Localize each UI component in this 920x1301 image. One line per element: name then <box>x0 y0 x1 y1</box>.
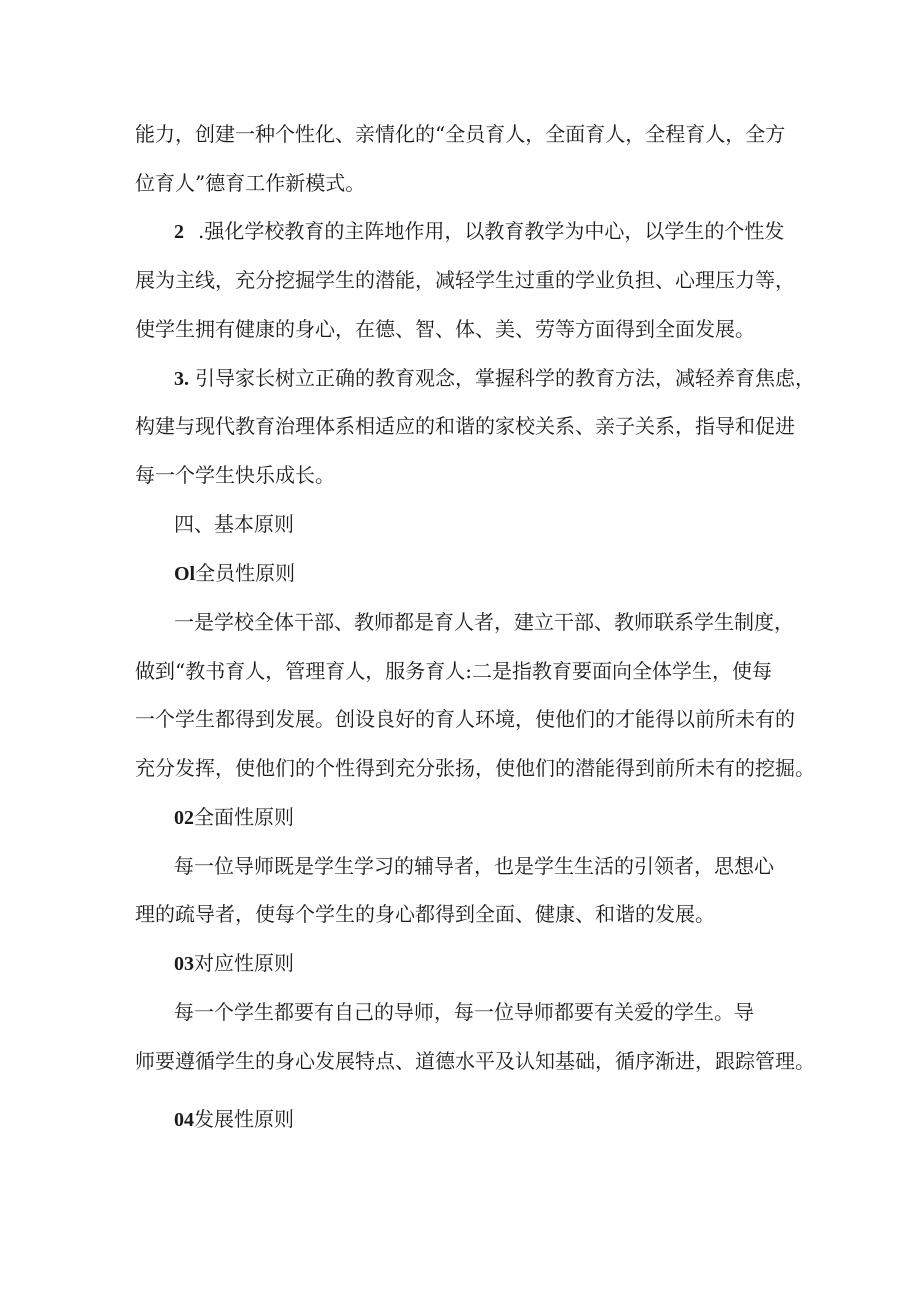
line-text: 每一个学生快乐成长。 <box>135 463 335 487</box>
line-text: 师要遵循学生的身心发展特点、道德水平及认知基础，循序渐进，跟踪管理。 <box>135 1049 815 1073</box>
paragraph-line <box>174 1000 754 1024</box>
line-text: 位育人”德育工作新模式。 <box>135 171 366 195</box>
line-text: 一个学生都得到发展。创设良好的育人环境，使他们的才能得以前所未有的 <box>135 707 795 731</box>
line-text: 每一个学生都要有自己的导师，每一位导师都要有关爱的学生。导 <box>174 1000 754 1024</box>
principle-heading-04 <box>174 1107 294 1132</box>
list-item-2 <box>174 219 784 244</box>
principle-heading-03 <box>174 951 294 976</box>
principle-heading-02 <box>174 805 294 830</box>
paragraph-line <box>135 902 715 926</box>
paragraph-line <box>174 610 794 634</box>
principle-heading-01 <box>174 561 295 586</box>
paragraph-line <box>135 122 785 146</box>
paragraph-line <box>174 854 774 878</box>
line-text: 使学生拥有健康的身心，在德、智、体、美、劳等方面得到全面发展。 <box>135 317 755 341</box>
list-number: 3. <box>174 368 189 390</box>
paragraph-line <box>135 707 795 731</box>
paragraph-line <box>135 659 772 683</box>
line-text: 每一位导师既是学生学习的辅导者，也是学生生活的引领者，思想心 <box>174 854 774 878</box>
line-text: 展为主线，充分挖掘学生的潜能，减轻学生过重的学业负担、心理压力等， <box>135 268 795 292</box>
paragraph-line <box>135 317 755 341</box>
principle-number: Ol <box>174 563 196 585</box>
line-text: 理的疏导者，使每个学生的身心都得到全面、健康、和谐的发展。 <box>135 902 715 926</box>
paragraph-line <box>135 1049 815 1073</box>
section-heading <box>174 512 294 536</box>
heading-text: 发展性原则 <box>194 1107 294 1131</box>
list-item-3 <box>174 366 815 391</box>
line-text: 充分发挥，使他们的个性得到充分张扬，使他们的潜能得到前所未有的挖掘。 <box>135 756 815 780</box>
line-text: 能力，创建一种个性化、亲情化的“全员育人，全面育人，全程育人，全方 <box>135 122 786 146</box>
line-text: 一是学校全体干部、教师都是育人者，建立干部、教师联系学生制度， <box>174 610 794 634</box>
line-text: .强化学校教育的主阵地作用，以教育教学为中心，以学生的个性发 <box>198 219 785 243</box>
heading-text: 对应性原则 <box>194 951 294 975</box>
paragraph-line <box>135 268 795 292</box>
line-text: 做到“教书育人，管理育人，服务育人:二是指教育要面向全体学生，使每 <box>135 659 772 683</box>
heading-text: 全员性原则 <box>195 561 296 585</box>
principle-number: 02 <box>174 807 194 829</box>
line-text: 引导家长树立正确的教育观念，掌握科学的教育方法，减轻养育焦虑， <box>195 366 815 390</box>
paragraph-line <box>135 463 335 487</box>
list-number: 2 <box>174 221 184 243</box>
paragraph-line <box>135 414 795 438</box>
paragraph-line <box>135 171 365 195</box>
paragraph-line <box>135 756 815 780</box>
principle-number: 03 <box>174 953 194 975</box>
heading-text: 四、基本原则 <box>174 512 294 536</box>
heading-text: 全面性原则 <box>194 805 294 829</box>
line-text: 构建与现代教育治理体系相适应的和谐的家校关系、亲子关系，指导和促进 <box>135 414 795 438</box>
principle-number: 04 <box>174 1109 194 1131</box>
